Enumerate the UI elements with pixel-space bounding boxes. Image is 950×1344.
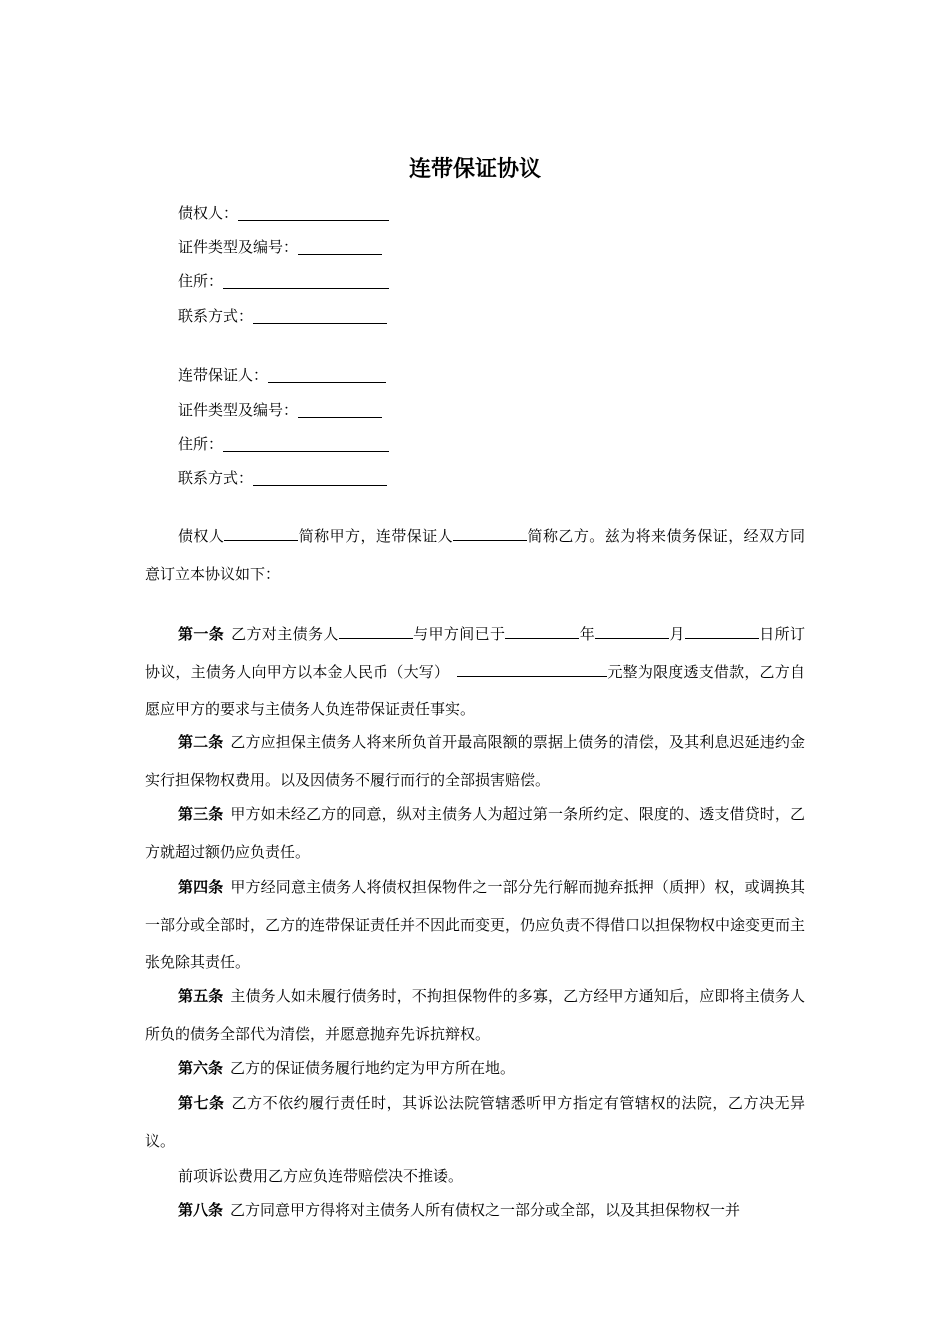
creditor-name-field <box>178 201 389 225</box>
creditor-address-label: 住所： <box>178 272 224 290</box>
article-8 <box>145 1192 805 1230</box>
guarantor-id-label: 证件类型及编号： <box>178 401 299 419</box>
guarantor-name-blank[interactable] <box>268 366 386 383</box>
article-1-text-2: 与甲方间已于 <box>412 625 506 643</box>
page-title: 连带保证协议 <box>408 157 541 182</box>
intro-guarantor-blank[interactable] <box>453 526 527 541</box>
creditor-contact-blank[interactable] <box>253 307 387 324</box>
article-4-text: 甲方经同意主债务人将债权担保物件之一部分先行解而抛弃抵押（质押）权，或调换其一部分或全部时，乙方的连带保证责任并不因此而变更，仍应负责不得借口以担保物权中途变更而主张免除其责任。 <box>145 878 806 971</box>
article-6-text: 乙方的保证债务履行地约定为甲方所在地。 <box>230 1059 516 1077</box>
creditor-address-field <box>178 269 389 293</box>
article-6-label: 第六条 <box>178 1059 224 1077</box>
guarantor-contact-field <box>178 466 387 490</box>
guarantor-id-blank[interactable] <box>298 401 382 418</box>
intro-creditor-blank[interactable] <box>224 526 298 541</box>
guarantor-address-field <box>178 432 389 456</box>
article-1-label: 第一条 <box>178 625 225 643</box>
creditor-id-label: 证件类型及编号： <box>178 238 299 256</box>
article-1-text-4: 月 <box>669 625 685 643</box>
guarantor-address-blank[interactable] <box>223 435 389 452</box>
article-8-label: 第八条 <box>178 1201 224 1219</box>
article-3-text: 甲方如未经乙方的同意，纵对主债务人为超过第一条所约定、限度的、透支借贷时，乙方就超过额仍应负责任。 <box>145 805 805 861</box>
guarantor-id-field <box>178 398 382 422</box>
article-3 <box>145 796 805 871</box>
creditor-contact-field <box>178 304 387 328</box>
article-2-text: 乙方应担保主债务人将来所负首开最高限额的票据上债务的清偿，及其利息迟延违约金实行担保物权费用。以及因债务不履行而行的全部损害赔偿。 <box>145 733 805 789</box>
article-1-text-5: 日所订协议，主债务人向甲方以本金人民币（大写） <box>145 625 805 681</box>
article-6 <box>145 1050 805 1088</box>
intro-text-2: 简称甲方，连带保证人 <box>298 527 454 545</box>
article-5 <box>145 978 805 1053</box>
amount-blank[interactable] <box>457 662 607 677</box>
creditor-name-label: 债权人： <box>178 204 239 222</box>
intro-text-1: 债权人 <box>178 527 225 545</box>
article-4-label: 第四条 <box>178 878 224 896</box>
guarantor-name-field <box>178 363 386 387</box>
month-blank[interactable] <box>595 624 669 639</box>
article-7 <box>145 1085 805 1160</box>
creditor-address-blank[interactable] <box>223 272 389 289</box>
year-blank[interactable] <box>505 624 579 639</box>
article-4 <box>145 869 805 982</box>
article-5-text: 主债务人如未履行债务时，不拘担保物件的多寡，乙方经甲方通知后，应即将主债务人所负的债务全部代为清偿，并愿意抛弃先诉抗辩权。 <box>145 987 805 1043</box>
article-3-label: 第三条 <box>178 805 224 823</box>
intro-text-3: 简称乙方。兹为将来债务保证，经双方同意订立本协议如下： <box>145 527 805 583</box>
guarantor-contact-blank[interactable] <box>253 469 387 486</box>
article-8-text: 乙方同意甲方得将对主债务人所有债权之一部分或全部，以及其担保物权一并 <box>230 1201 741 1219</box>
creditor-contact-label: 联系方式： <box>178 307 254 325</box>
article-7b-text: 前项诉讼费用乙方应负连带赔偿决不推诿。 <box>178 1167 464 1185</box>
creditor-id-blank[interactable] <box>298 238 382 255</box>
article-7-text: 乙方不依约履行责任时，其诉讼法院管辖悉听甲方指定有管辖权的法院，乙方决无异议。 <box>145 1094 805 1150</box>
article-1-text-6: 元整为限度透支借款，乙方自愿应甲方的要求与主债务人负连带保证责任事实。 <box>145 662 805 718</box>
article-1-text-3: 年 <box>579 625 596 643</box>
article-1-text-1: 乙方对主债务人 <box>231 625 339 643</box>
guarantor-address-label: 住所： <box>178 435 224 453</box>
article-7-label: 第七条 <box>178 1094 225 1112</box>
article-7-continuation <box>145 1158 805 1196</box>
article-2 <box>145 724 805 799</box>
intro-paragraph <box>145 518 805 593</box>
day-blank[interactable] <box>685 624 759 639</box>
article-5-label: 第五条 <box>178 987 224 1005</box>
guarantor-name-label: 连带保证人： <box>178 366 269 384</box>
creditor-id-field <box>178 235 382 259</box>
article-2-label: 第二条 <box>178 733 224 751</box>
debtor-blank[interactable] <box>339 624 413 639</box>
creditor-name-blank[interactable] <box>238 204 389 221</box>
guarantor-contact-label: 联系方式： <box>178 469 254 487</box>
article-1 <box>145 616 805 729</box>
